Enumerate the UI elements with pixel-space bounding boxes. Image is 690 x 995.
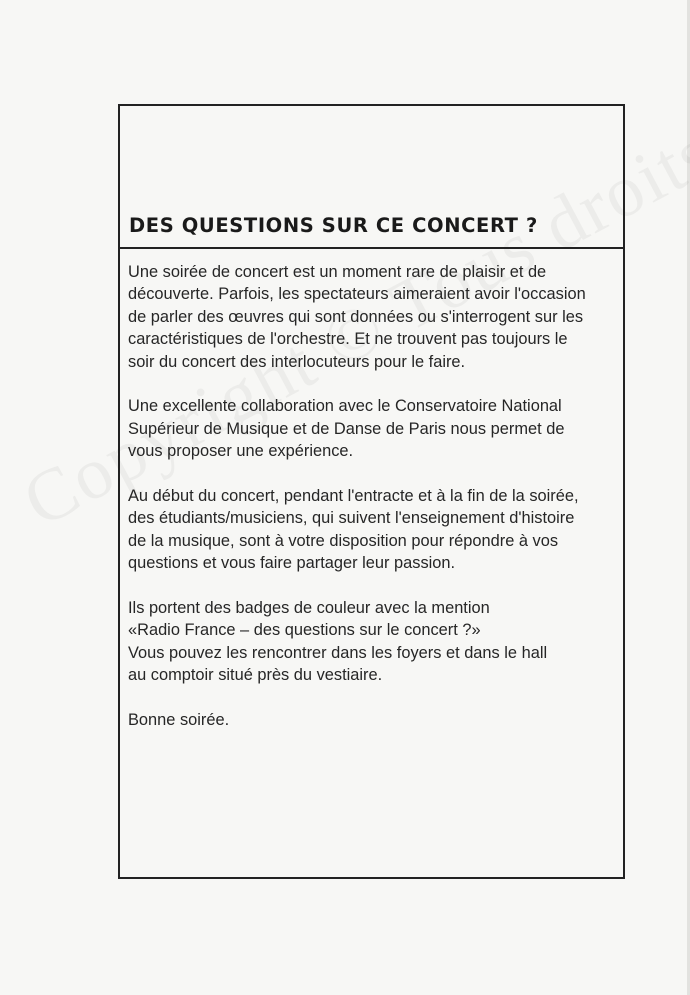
paragraph-badges xyxy=(128,597,618,687)
page-title: DES QUESTIONS SUR CE CONCERT ? xyxy=(129,214,538,237)
paragraph-students xyxy=(128,485,618,575)
text-line: de parler des œuvres qui sont données ou s'interrogent sur les xyxy=(128,307,584,326)
paragraph-closing xyxy=(128,709,618,731)
text-line: questions et vous faire partager leur passion. xyxy=(128,554,456,573)
text-line: soir du concert des interlocuteurs pour le faire. xyxy=(128,352,466,371)
text-line: Ils portent des badges de couleur avec la mention xyxy=(128,599,490,618)
paragraph-intro xyxy=(128,261,618,373)
info-box xyxy=(118,104,625,879)
text-line: Une excellente collaboration avec le Conservatoire National xyxy=(128,397,562,416)
text-line: de la musique, sont à votre disposition pour répondre à vos xyxy=(128,531,559,550)
text-line: vous proposer une expérience. xyxy=(128,442,354,461)
body-text xyxy=(128,261,618,754)
paragraph-collaboration xyxy=(128,395,618,462)
text-line: des étudiants/musiciens, qui suivent l'enseignement d'histoire xyxy=(128,509,575,528)
heading-block xyxy=(120,106,623,249)
text-line: Vous pouvez les rencontrer dans les foyers et dans le hall xyxy=(128,643,548,662)
text-line: Bonne soirée. xyxy=(128,711,230,730)
text-line: «Radio France – des questions sur le concert ?» xyxy=(128,621,481,640)
text-line: Une soirée de concert est un moment rare de plaisir et de xyxy=(128,263,547,281)
text-line: caractéristiques de l'orchestre. Et ne trouvent pas toujours le xyxy=(128,330,568,349)
text-line: Au début du concert, pendant l'entracte et à la fin de la soirée, xyxy=(128,487,579,506)
text-line: Supérieur de Musique et de Danse de Paris nous permet de xyxy=(128,419,565,438)
text-line: découverte. Parfois, les spectateurs aimeraient avoir l'occasion xyxy=(128,285,586,304)
text-line: au comptoir situé près du vestiaire. xyxy=(128,666,383,685)
